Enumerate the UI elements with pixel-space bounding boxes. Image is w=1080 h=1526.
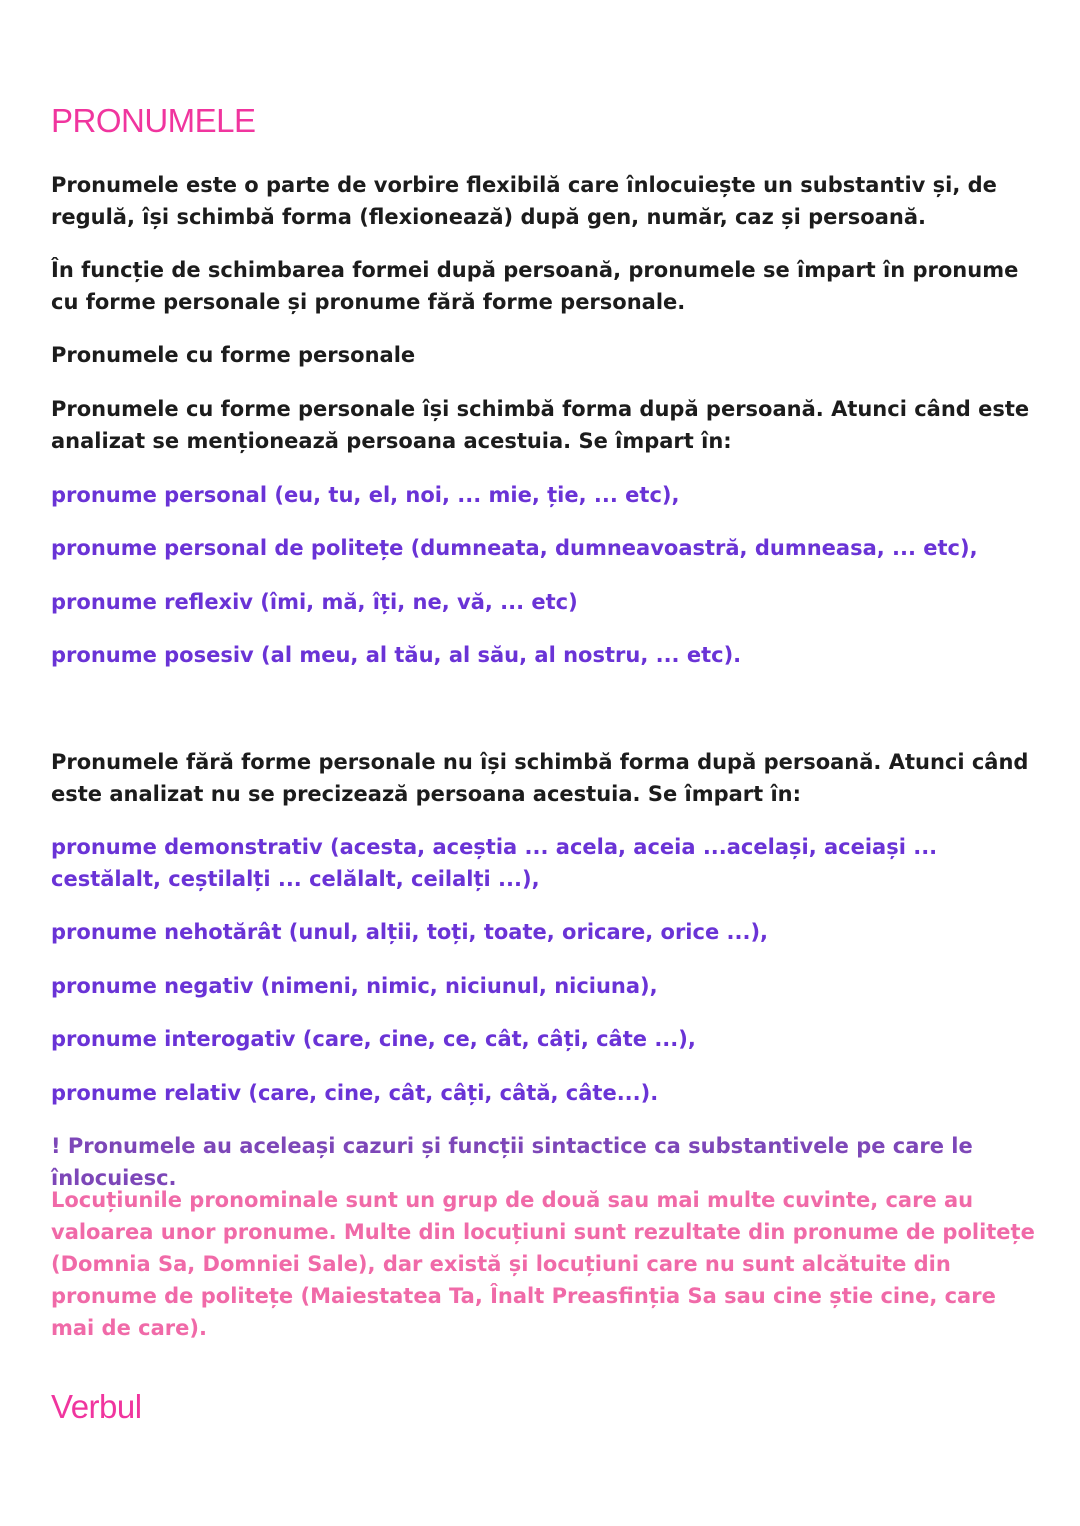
list-item-interrogative: pronume interogativ (care, cine, ce, cât, câți, câte ...), — [51, 1027, 696, 1051]
note-paragraph: ! Pronumele au aceleași cazuri și funcții sintactice ca substantivele pe care le înlocuiesc. — [51, 1134, 973, 1190]
list-item-reflexive: pronume reflexiv (îmi, mă, îți, ne, vă, ... etc) — [51, 590, 578, 614]
list-item-relative: pronume relativ (care, cine, cât, câți, câtă, câte...). — [51, 1081, 659, 1105]
section-title-pronumele: PRONUMELE — [51, 102, 256, 139]
list-item-politeness: pronume personal de politețe (dumneata, dumneavoastră, dumneasa, ... etc), — [51, 536, 978, 560]
list-item-personal: pronume personal (eu, tu, el, noi, ... mie, ție, ... etc), — [51, 483, 680, 507]
nonpersonal-intro-paragraph: Pronumele fără forme personale nu își schimbă forma după persoană. Atunci când este analizat nu se precizează persoana acestuia. Se împart în: — [51, 750, 1029, 806]
definition-paragraph: Pronumele este o parte de vorbire flexibilă care înlocuiește un substantiv și, de regulă, își schimbă forma (flexionează) după gen, număr, caz și persoană. — [51, 173, 997, 229]
list-item-demonstrative: pronume demonstrativ (acesta, aceștia ... acela, aceia ...același, aceiași ... cestălalt, ceștilalți ... celălalt, ceilalți ...), — [51, 835, 938, 891]
section-title-verbul: Verbul — [51, 1388, 142, 1425]
division-paragraph: În funcție de schimbarea formei după persoană, pronumele se împart în pronume cu forme personale și pronume fără forme personale. — [51, 258, 1019, 314]
list-item-possessive: pronume posesiv (al meu, al tău, al său, al nostru, ... etc). — [51, 643, 742, 667]
locutions-paragraph: Locuțiunile pronominale sunt un grup de două sau mai multe cuvinte, care au valoarea unor pronume. Multe din locuțiuni sunt rezultate din pronume de politețe (Domnia Sa, Domniei Sale), dar există și locuțiuni care nu sunt alcătuite din pronume de politețe (Maiestatea Ta, Înalt Preasfinția Sa sau cine știe cine, care mai de care). — [51, 1188, 1035, 1340]
list-item-indefinite: pronume nehotărât (unul, alții, toți, toate, oricare, orice ...), — [51, 920, 769, 944]
personal-intro-paragraph: Pronumele cu forme personale își schimbă forma după persoană. Atunci când este analizat se menționează persoana acestuia. Se împart în: — [51, 397, 1030, 453]
subheading-personal-forms: Pronumele cu forme personale — [51, 343, 416, 367]
list-item-negative: pronume negativ (nimeni, nimic, niciunul, niciuna), — [51, 974, 658, 998]
